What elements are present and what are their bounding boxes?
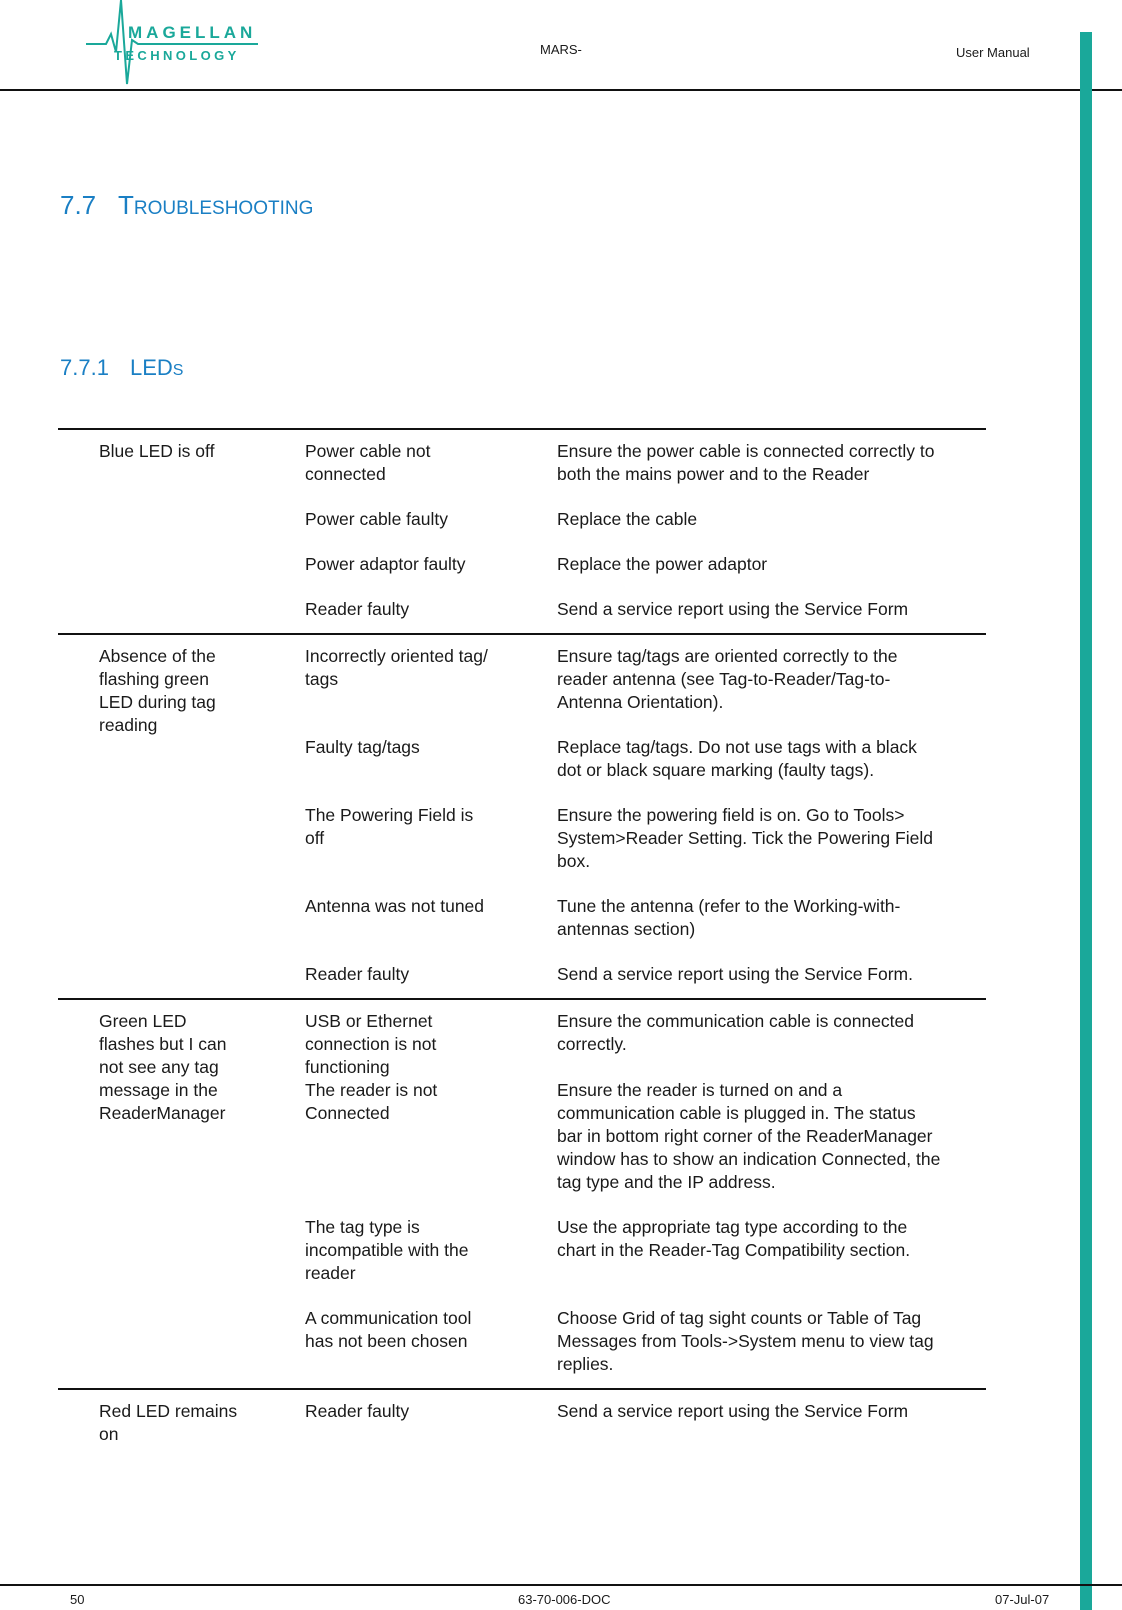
text-line: Reader faulty xyxy=(305,964,410,984)
cause-action-pair xyxy=(305,508,986,531)
text-line: Power cable not xyxy=(305,441,431,461)
text-line: Antenna was not tuned xyxy=(305,896,485,916)
action-cell xyxy=(557,963,947,986)
cause-action-pair xyxy=(305,804,986,873)
text-line: Absence of the xyxy=(99,646,216,666)
text-line: connection is not xyxy=(305,1034,437,1054)
text-line: window has to show an indication Connected, the xyxy=(557,1149,941,1169)
action-cell xyxy=(557,736,947,782)
footer-doc-number: 63-70-006-DOC xyxy=(518,1592,611,1607)
cause-cell xyxy=(305,895,557,941)
cause-cell xyxy=(305,1010,557,1079)
text-line: message in the xyxy=(99,1080,218,1100)
text-line: Replace the cable xyxy=(557,509,698,529)
text-line: on xyxy=(99,1424,119,1444)
text-line: communication cable is plugged in. The status xyxy=(557,1103,916,1123)
text-line: bar in bottom right corner of the ReaderManager xyxy=(557,1126,933,1146)
footer-rule xyxy=(0,1584,1122,1586)
text-line: reading xyxy=(99,715,158,735)
symptom-cell xyxy=(58,1400,305,1446)
logo-pulse-line xyxy=(86,0,258,84)
text-line: chart in the Reader-Tag Compatibility section. xyxy=(557,1240,911,1260)
cause-cell xyxy=(305,963,557,986)
text-line: Ensure the power cable is connected correctly to xyxy=(557,441,935,461)
subsection-title-suffix: S xyxy=(172,362,184,379)
subsection-title-main: LED xyxy=(130,355,173,380)
action-cell xyxy=(557,598,947,621)
section-title-initial: T xyxy=(118,190,134,220)
text-line: Power adaptor faulty xyxy=(305,554,466,574)
text-line: Reader faulty xyxy=(305,1401,410,1421)
text-line: A communication tool xyxy=(305,1308,472,1328)
cause-cell xyxy=(305,804,557,873)
cause-cell xyxy=(305,1400,557,1423)
text-line: Tune the antenna (refer to the Working-with- xyxy=(557,896,901,916)
text-line: Ensure the communication cable is connected xyxy=(557,1011,915,1031)
text-line: Green LED xyxy=(99,1011,187,1031)
text-line: off xyxy=(305,828,325,848)
action-cell xyxy=(557,804,947,873)
text-line: Send a service report using the Service Form xyxy=(557,1401,909,1421)
cause-action-list xyxy=(305,440,986,621)
text-line: Incorrectly oriented tag/ xyxy=(305,646,488,666)
cause-action-pair xyxy=(305,440,986,486)
text-line: Choose Grid of tag sight counts or Table of Tag xyxy=(557,1308,922,1328)
footer-date: 07-Jul-07 xyxy=(995,1592,1050,1607)
header-doc-title: MARS- xyxy=(540,42,582,57)
logo-text-technology: TECHNOLOGY xyxy=(114,48,240,63)
cause-action-pair xyxy=(305,598,986,621)
text-line: reader antenna (see Tag-to-Reader/Tag-to- xyxy=(557,669,891,689)
section-title-rest: ROUBLESHOOTING xyxy=(133,198,314,219)
text-line: antennas section) xyxy=(557,919,696,939)
text-line: connected xyxy=(305,464,386,484)
table-row xyxy=(58,428,986,633)
symptom-cell xyxy=(58,1010,305,1376)
text-line: dot or black square marking (faulty tags). xyxy=(557,760,875,780)
cause-cell xyxy=(305,1216,557,1285)
text-line: Use the appropriate tag type according to the xyxy=(557,1217,908,1237)
text-line: functioning xyxy=(305,1057,390,1077)
text-line: System>Reader Setting. Tick the Powering Field xyxy=(557,828,933,848)
action-cell xyxy=(557,440,947,486)
cause-cell xyxy=(305,645,557,714)
table-row xyxy=(58,998,986,1388)
text-line: The tag type is xyxy=(305,1217,420,1237)
action-cell xyxy=(557,1400,947,1423)
action-cell xyxy=(557,1307,947,1376)
table-row xyxy=(58,633,986,998)
text-line: ReaderManager xyxy=(99,1103,226,1123)
text-line: both the mains power and to the Reader xyxy=(557,464,870,484)
cause-cell xyxy=(305,1079,557,1194)
text-line: Replace tag/tags. Do not use tags with a black xyxy=(557,737,917,757)
header-manual-label: User Manual xyxy=(956,45,1030,60)
subsection-heading xyxy=(60,355,183,381)
cause-action-pair xyxy=(305,895,986,941)
cause-action-pair xyxy=(305,1400,986,1423)
text-line: correctly. xyxy=(557,1034,627,1054)
section-heading xyxy=(60,190,313,221)
text-line: flashes but I can xyxy=(99,1034,227,1054)
text-line: Power cable faulty xyxy=(305,509,448,529)
cause-cell xyxy=(305,508,557,531)
cause-action-list xyxy=(305,645,986,986)
table-row xyxy=(58,1388,986,1458)
cause-cell xyxy=(305,736,557,782)
cause-action-pair xyxy=(305,1010,986,1079)
cause-action-pair xyxy=(305,645,986,714)
text-line: Ensure the reader is turned on and a xyxy=(557,1080,843,1100)
cause-cell xyxy=(305,1307,557,1376)
text-line: reader xyxy=(305,1263,356,1283)
action-cell xyxy=(557,553,947,576)
logo-text-magellan: MAGELLAN xyxy=(128,23,257,42)
cause-action-list xyxy=(305,1400,986,1446)
text-line: Blue LED is off xyxy=(99,441,215,461)
cause-action-list xyxy=(305,1010,986,1376)
text-line: Antenna Orientation). xyxy=(557,692,724,712)
text-line: Ensure the powering field is on. Go to Tools> xyxy=(557,805,905,825)
text-line: Ensure tag/tags are oriented correctly to the xyxy=(557,646,898,666)
section-number: 7.7 xyxy=(60,190,97,220)
text-line: not see any tag xyxy=(99,1057,219,1077)
action-cell xyxy=(557,1079,947,1194)
action-cell xyxy=(557,1216,947,1285)
text-line: box. xyxy=(557,851,591,871)
cause-cell xyxy=(305,553,557,576)
text-line: tags xyxy=(305,669,339,689)
text-line: Send a service report using the Service Form xyxy=(557,599,909,619)
side-accent-bar xyxy=(1080,32,1092,1610)
cause-action-pair xyxy=(305,553,986,576)
action-cell xyxy=(557,508,947,531)
symptom-cell xyxy=(58,440,305,621)
text-line: The Powering Field is xyxy=(305,805,474,825)
text-line: Reader faulty xyxy=(305,599,410,619)
text-line: Messages from Tools->System menu to view tag xyxy=(557,1331,934,1351)
header-rule xyxy=(0,89,1122,91)
troubleshooting-table xyxy=(58,428,986,1458)
action-cell xyxy=(557,645,947,714)
text-line: tag type and the IP address. xyxy=(557,1172,776,1192)
action-cell xyxy=(557,1010,947,1079)
text-line: replies. xyxy=(557,1354,614,1374)
action-cell xyxy=(557,895,947,941)
text-line: USB or Ethernet xyxy=(305,1011,433,1031)
symptom-cell xyxy=(58,645,305,986)
cause-cell xyxy=(305,598,557,621)
cause-action-pair xyxy=(305,1307,986,1376)
magellan-logo xyxy=(86,0,266,88)
text-line: LED during tag xyxy=(99,692,216,712)
cause-action-pair xyxy=(305,736,986,782)
cause-action-pair xyxy=(305,963,986,986)
text-line: Replace the power adaptor xyxy=(557,554,768,574)
text-line: Connected xyxy=(305,1103,390,1123)
text-line: Faulty tag/tags xyxy=(305,737,420,757)
text-line: incompatible with the xyxy=(305,1240,469,1260)
text-line: Send a service report using the Service Form. xyxy=(557,964,913,984)
cause-action-pair xyxy=(305,1216,986,1285)
subsection-number: 7.7.1 xyxy=(60,355,109,380)
text-line: flashing green xyxy=(99,669,209,689)
text-line: Red LED remains xyxy=(99,1401,238,1421)
cause-cell xyxy=(305,440,557,486)
footer-page-number: 50 xyxy=(70,1592,85,1607)
text-line: has not been chosen xyxy=(305,1331,468,1351)
text-line: The reader is not xyxy=(305,1080,438,1100)
cause-action-pair xyxy=(305,1079,986,1194)
